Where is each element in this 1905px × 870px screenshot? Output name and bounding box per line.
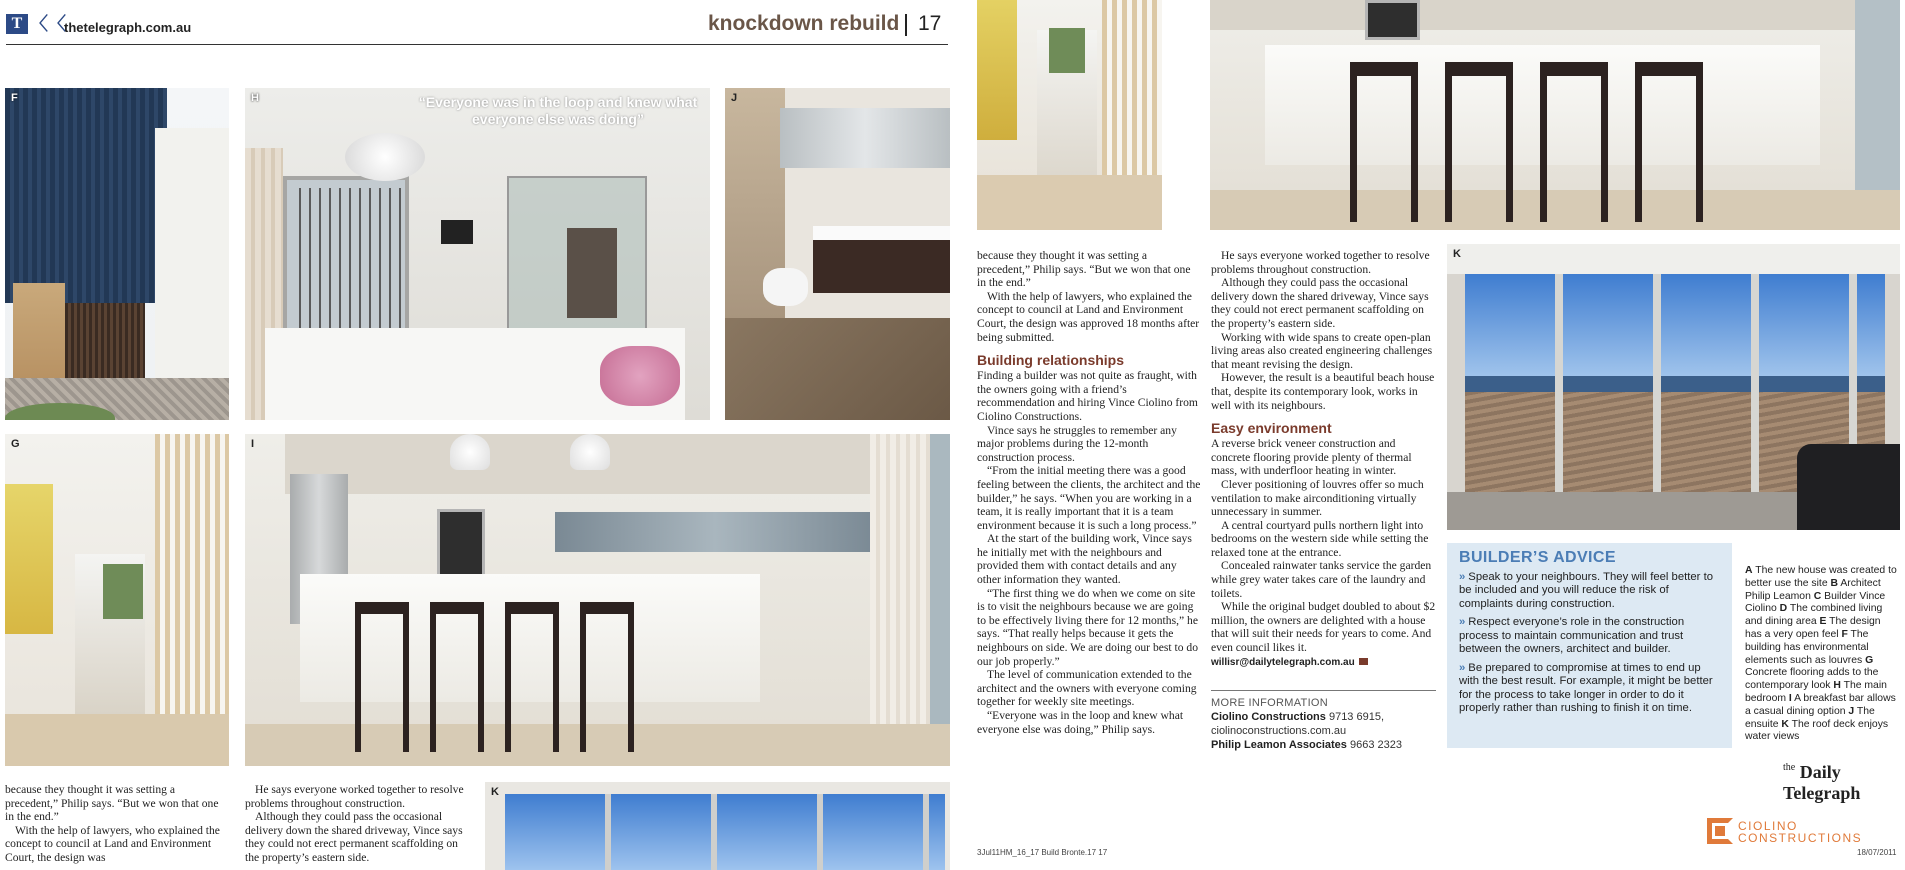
glass-wall-shape	[930, 434, 950, 766]
paragraph: Concealed rainwater tanks service the garden while grey water takes care of the laundry and toilets.	[1211, 559, 1432, 600]
caption-text: The design has a very open feel	[1745, 616, 1881, 640]
wall-shape	[155, 128, 229, 378]
more-info-heading: MORE INFORMATION	[1211, 697, 1329, 709]
contact-name: Ciolino Constructions	[1211, 711, 1326, 723]
ciolino-logo-square-icon	[1715, 826, 1725, 836]
caption-text: The ensuite	[1745, 705, 1875, 730]
contact-name: Philip Leamon Associates	[1211, 739, 1347, 751]
photo-k-roof-deck	[1447, 244, 1900, 530]
photo-h-bedroom	[245, 88, 710, 420]
caption-text: The main bedroom	[1745, 680, 1887, 704]
stool-shape	[430, 602, 484, 752]
stool-shape	[1350, 62, 1418, 222]
cabinets-shape	[1210, 0, 1900, 30]
paragraph: Vince says he struggles to remember any major problems during the 12-month construction process.	[977, 423, 1177, 464]
caption-text: The new house was created to better use the site	[1745, 565, 1897, 589]
stool-shape	[1445, 62, 1513, 222]
gate-shape	[65, 303, 145, 388]
paragraph: The level of communication extended to the architect and the owners with everyone coming together for weekly site meetings.	[977, 668, 1197, 709]
site-url: thetelegraph.com.au	[64, 20, 192, 35]
section-title: knockdown rebuild	[708, 12, 900, 35]
window-frames-shape	[505, 794, 945, 870]
window-shape	[555, 512, 875, 552]
caption-text: Architect Philip Leamon	[1745, 577, 1881, 602]
caption-text: Builder Vince Ciolino	[1745, 590, 1886, 615]
caption-text: Concrete flooring adds to the contemporary look	[1745, 667, 1879, 692]
advertiser-name	[1738, 820, 1862, 844]
telegraph-wordmark-icon: 〈〈	[30, 14, 66, 34]
article-column-1	[977, 249, 1202, 736]
photo-label-k: K	[1453, 248, 1461, 260]
paragraph: A central courtyard pulls northern light into bedrooms on the western side while setting the relaxed tone at the entrance.	[1211, 518, 1429, 559]
print-slug: 3Jul11HM_16_17 Build Bronte.17 17	[977, 848, 1108, 857]
paragraph: He says everyone worked together to resolve problems throughout construction.	[245, 783, 464, 810]
floor-shape	[725, 318, 950, 420]
oven-shape	[1365, 0, 1420, 40]
pendant-light-shape	[450, 434, 490, 470]
left-text-column-2	[245, 783, 470, 865]
toilet-shape	[763, 268, 808, 306]
paragraph: Although they could pass the occasional delivery down the shared driveway, Vince says they could not erect permanent scaffolding on the property’s eastern side.	[245, 810, 463, 864]
caption-letter: F	[1841, 628, 1848, 640]
caption-letter: K	[1781, 718, 1789, 730]
ensuite-shape	[567, 228, 617, 318]
stool-shape	[1635, 62, 1703, 222]
header-rule	[6, 44, 948, 45]
photo-label-g: G	[11, 438, 20, 450]
pendant-light-shape	[570, 434, 610, 470]
author-email[interactable]: willisr@dailytelegraph.com.au	[1211, 656, 1355, 668]
caption-letter: C	[1813, 590, 1822, 602]
builders-advice-box	[1447, 543, 1732, 748]
stool-shape	[580, 602, 634, 752]
stool-shape	[355, 602, 409, 752]
masthead-the: the	[1783, 762, 1796, 773]
curtain-shape	[870, 434, 930, 766]
advice-item	[1459, 616, 1720, 657]
paragraph: With the help of lawyers, who explained the concept to council at Land and Environment Court, the design was	[5, 823, 220, 864]
advice-text: Respect everyone’s role in the construction process to maintain communication and trust between the owners, architect and builder.	[1459, 616, 1685, 655]
mirror-shape	[780, 108, 950, 168]
contact-phone: 9663 2323	[1349, 739, 1402, 751]
chandelier-shape	[345, 133, 425, 181]
stool-shape	[1540, 62, 1608, 222]
paragraph: “Everyone was in the loop and knew what everyone else was doing,” Philip says.	[977, 709, 1184, 736]
end-mark-icon	[1359, 658, 1368, 665]
paragraph: Finding a builder was not quite as fraught, with the owners going with a friend’s recommendation and hiring Vince Ciolino from Ciolino Constructions.	[977, 369, 1198, 423]
photo-label-h: H	[251, 92, 259, 104]
photo-i-kitchen	[245, 434, 950, 766]
caption-letter: I	[1788, 692, 1792, 704]
paragraph: With the help of lawyers, who explained the concept to council at Land and Environment Court, the design was approved 18 months after being submitted.	[977, 289, 1200, 344]
chevron-right-icon: »	[1459, 570, 1466, 583]
advice-heading: BUILDER’S ADVICE	[1459, 549, 1616, 566]
paragraph: He says everyone worked together to resolve problems throughout construction.	[1211, 249, 1430, 276]
floor-shape	[5, 714, 229, 766]
paragraph: A reverse brick veneer construction and concrete flooring provide plenty of thermal mass, with underfloor heating in winter.	[1211, 437, 1412, 478]
paragraph: because they thought it was setting a precedent,” Philip says. “But we won that one in the end.”	[977, 249, 1191, 290]
page-number: 17	[918, 12, 942, 35]
photo-label-i: I	[251, 438, 255, 450]
caption-text: The roof deck enjoys water views	[1745, 718, 1889, 743]
advice-text: Be prepared to compromise at times to end up with the best result. For example, it might be better for the process to take longer in order to do it properly rather than rushing to finish it on time.	[1459, 661, 1713, 714]
paragraph: While the original budget doubled to about $2 million, the owners are delighted with a house that will suit their needs for years to come. And even council likes it.	[1211, 600, 1436, 655]
paragraph: Clever positioning of louvres offer so much ventilation to make airconditioning virtually unnecessary in summer.	[1211, 477, 1424, 519]
caption-text: A breakfast bar allows a casual dining option	[1745, 692, 1896, 717]
print-date: 18/07/2011	[1857, 848, 1897, 857]
caption-letter: A	[1745, 565, 1753, 576]
floor-shape	[977, 175, 1162, 230]
paragraph: “The first thing we do when we come on site is to visit the neighbours because we are going to be effectively living there for 12 months,” he says. “That really helps because it gets the neighbours on side. We are doing our best to do our job properly.”	[977, 586, 1199, 668]
telegraph-logo-icon: T	[6, 14, 28, 34]
advice-item	[1459, 571, 1720, 612]
photo-label-k: K	[491, 786, 499, 798]
caption-text: The combined living and dining area	[1745, 603, 1883, 628]
garden-view-shape	[1049, 28, 1085, 73]
artwork-shape	[977, 0, 1017, 140]
advertiser-line: CONSTRUCTIONS	[1738, 831, 1863, 845]
pull-quote: “Everyone was in the loop and knew what everyone else was doing”	[418, 94, 698, 127]
caption-letter: J	[1848, 705, 1855, 717]
more-information-box	[1211, 690, 1436, 752]
paragraph: “From the initial meeting there was a good feeling between the clients, the architect and the builder,” he says. “When you are working in a team, it is really important that it is a team environment because it is such a long process.”	[977, 464, 1201, 532]
stool-shape	[505, 602, 559, 752]
caption-letter: G	[1865, 654, 1874, 666]
photo-j-ensuite	[725, 88, 950, 420]
photo-k-deck-cropped	[485, 782, 950, 870]
caption-letter: D	[1779, 603, 1788, 615]
contact-url[interactable]: ciolinoconstructions.com.au	[1211, 725, 1347, 737]
advice-text: Speak to your neighbours. They will feel better to be included and you will reduce the risk of complaints during construction.	[1459, 570, 1713, 610]
paragraph: Although they could pass the occasional delivery down the shared driveway, Vince says they could not erect permanent scaffolding on the property’s eastern side.	[1211, 276, 1429, 330]
photo-g-hallway-cropped	[977, 0, 1162, 230]
photo-i-kitchen-cropped	[1210, 0, 1900, 230]
paragraph: At the start of the building work, Vince says he initially met with the neighbours and provided them with contact details and any other information they wanted.	[977, 532, 1192, 587]
basin-shape	[813, 226, 950, 240]
chevron-right-icon: »	[1459, 616, 1466, 628]
vanity-shape	[813, 233, 950, 293]
photo-f-exterior	[5, 88, 229, 420]
daily-telegraph-masthead	[1783, 762, 1905, 804]
oven-shape	[437, 509, 485, 577]
caption-letter: B	[1830, 577, 1839, 589]
article-column-2	[1211, 249, 1436, 669]
photo-label-f: F	[11, 92, 18, 104]
advice-item	[1459, 662, 1720, 716]
masthead-name: Daily Telegraph	[1783, 762, 1861, 803]
caption-text: The building has environmental elements such as louvres	[1745, 628, 1869, 666]
chevron-right-icon: »	[1459, 661, 1466, 674]
left-text-column-1	[5, 783, 230, 865]
header-divider	[905, 14, 907, 36]
paragraph: because they thought it was setting a precedent,” Philip says. “But we won that one in the end.”	[5, 783, 219, 824]
garden-view-shape	[103, 564, 143, 619]
right-page	[955, 0, 1905, 870]
pillow-shape	[600, 346, 680, 406]
sofa-shape	[1797, 444, 1900, 530]
caption-letter: H	[1833, 680, 1841, 692]
caption-letter: E	[1819, 616, 1827, 628]
photo-label-j: J	[731, 92, 738, 104]
photo-g-hallway	[5, 434, 229, 766]
paragraph: Working with wide spans to create open-plan living areas also created engineering challenges that meant revising the design.	[1211, 330, 1433, 371]
subhead-easy-environment: Easy environment	[1211, 420, 1332, 437]
artwork-shape	[5, 484, 53, 634]
paragraph: However, the result is a beautiful beach house that, despite its contemporary look, works in well with its neighbours.	[1211, 371, 1435, 412]
tv-shape	[441, 220, 473, 244]
contact-phone: 9713 6915,	[1328, 711, 1385, 723]
cladding-shape	[5, 88, 167, 303]
ceiling-shape	[1447, 244, 1900, 274]
subhead-building-relationships: Building relationships	[977, 352, 1125, 369]
advertiser-line: CIOLINO	[1738, 819, 1798, 833]
photo-captions	[1745, 565, 1897, 744]
